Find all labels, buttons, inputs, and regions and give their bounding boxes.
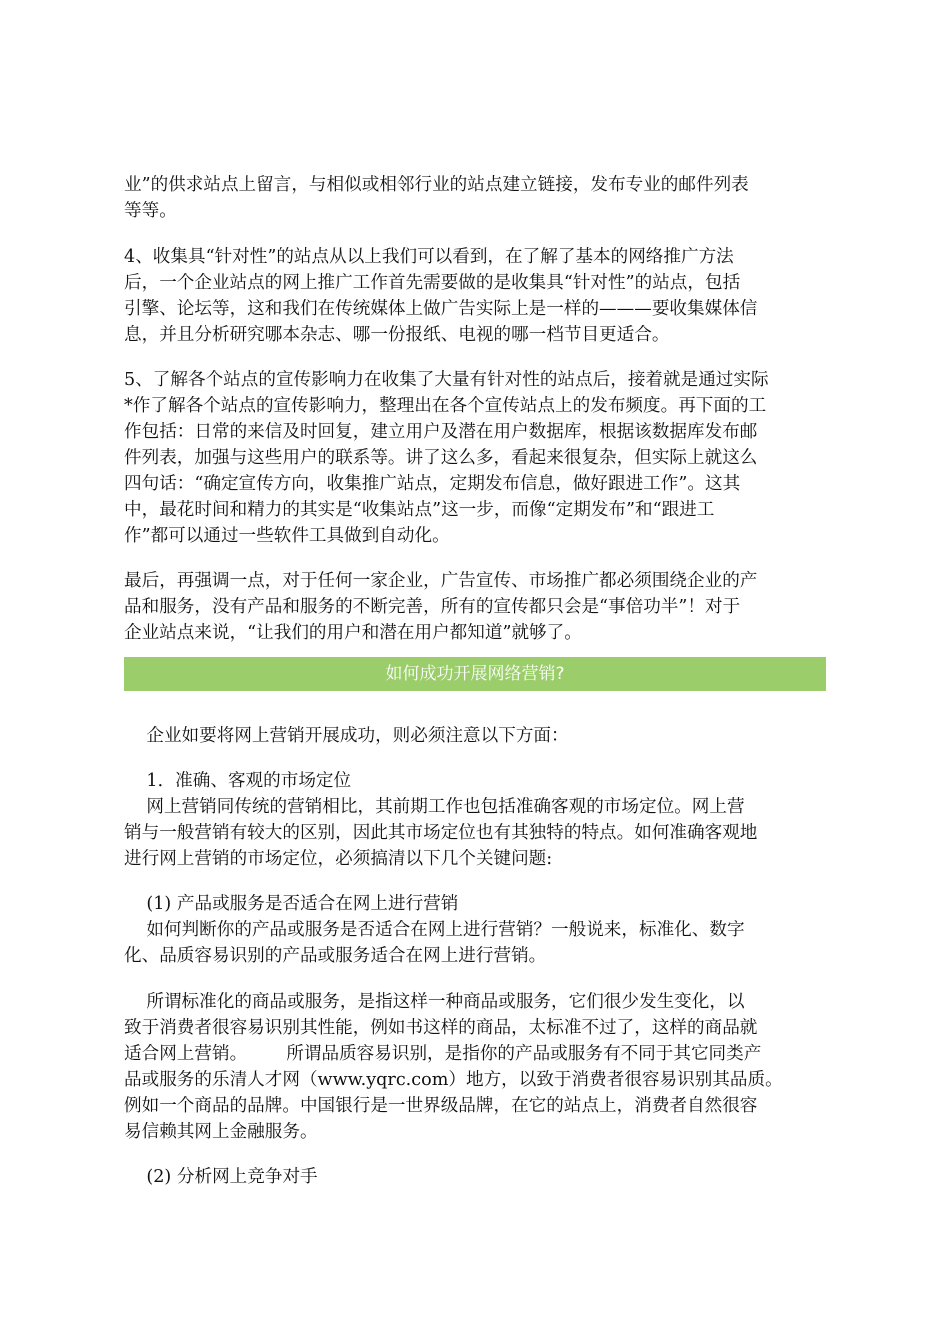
section-intro: 企业如要将网上营销开展成功，则必须注意以下方面： bbox=[124, 726, 569, 746]
paragraph-line: 品和服务，没有产品和服务的不断完善，所有的宣传都只会是“事倍功半”！对于 bbox=[124, 597, 741, 617]
paragraph-line: 所谓标准化的商品或服务，是指这样一种商品或服务，它们很少发生变化，以 bbox=[124, 992, 745, 1012]
section-title-bar: 如何成功开展网络营销? bbox=[124, 657, 826, 691]
paragraph-line: 业”的供求站点上留言，与相似或相邻行业的站点建立链接，发布专业的邮件列表 bbox=[124, 175, 749, 195]
paragraph-line: 作”都可以通过一些软件工具做到自动化。 bbox=[124, 526, 450, 546]
paragraph-line: 易信赖其网上金融服务。 bbox=[124, 1122, 318, 1142]
paragraph-line: 最后，再强调一点，对于任何一家企业，广告宣传、市场推广都必须围绕企业的产 bbox=[124, 571, 758, 591]
paragraph-line: 引擎、论坛等，这和我们在传统媒体上做广告实际上是一样的———要收集媒体信 bbox=[124, 299, 758, 319]
paragraph-line: 5、了解各个站点的宣传影响力在收集了大量有针对性的站点后，接着就是通过实际 bbox=[124, 370, 769, 390]
paragraph-line: 4、收集具“针对性”的站点从以上我们可以看到，在了解了基本的网络推广方法 bbox=[124, 247, 734, 267]
paragraph-line: 例如一个商品的品牌。中国银行是一世界级品牌，在它的站点上，消费者自然很容 bbox=[124, 1096, 758, 1116]
paragraph-line: 致于消费者很容易识别其性能，例如书这样的商品，太标准不过了，这样的商品就 bbox=[124, 1018, 758, 1038]
paragraph-line: 如何判断你的产品或服务是否适合在网上进行营销？一般说来，标准化、数字 bbox=[124, 920, 745, 940]
paragraph-line: 企业站点来说，“让我们的用户和潜在用户都知道”就够了。 bbox=[124, 623, 582, 643]
paragraph-line: 后，一个企业站点的网上推广工作首先需要做的是收集具“针对性”的站点，包括 bbox=[124, 273, 741, 293]
subheading-product-suitability: (1) 产品或服务是否适合在网上进行营销 bbox=[124, 894, 459, 914]
paragraph-line: 四句话：“确定宣传方向，收集推广站点，定期发布信息，做好跟进工作”。这其 bbox=[124, 474, 741, 494]
paragraph-line: 等等。 bbox=[124, 201, 177, 221]
paragraph-line: *作了解各个站点的宣传影响力，整理出在各个宣传站点上的发布频度。再下面的工 bbox=[124, 396, 767, 416]
paragraph-line: 网上营销同传统的营销相比，其前期工作也包括准确客观的市场定位。网上营 bbox=[124, 797, 745, 817]
subheading-market-positioning: 1．准确、客观的市场定位 bbox=[124, 771, 352, 791]
paragraph-line: 中，最花时间和精力的其实是“收集站点”这一步，而像“定期发布”和“跟进工 bbox=[124, 500, 715, 520]
paragraph-line: 息，并且分析研究哪本杂志、哪一份报纸、电视的哪一档节目更适合。 bbox=[124, 325, 670, 345]
paragraph-line: 化、品质容易识别的产品或服务适合在网上进行营销。 bbox=[124, 946, 547, 966]
paragraph-line: 件列表，加强与这些用户的联系等。讲了这么多，看起来很复杂，但实际上就这么 bbox=[124, 448, 758, 468]
paragraph-line: 进行网上营销的市场定位，必须搞清以下几个关键问题: bbox=[124, 849, 553, 869]
paragraph-line: 适合网上营销。 所谓品质容易识别，是指你的产品或服务有不同于其它同类产 bbox=[124, 1044, 762, 1064]
subheading-competitor-analysis: (2) 分析网上竞争对手 bbox=[124, 1167, 318, 1187]
paragraph-line: 销与一般营销有较大的区别，因此其市场定位也有其独特的特点。如何准确客观地 bbox=[124, 823, 758, 843]
paragraph-line: 品或服务的乐清人才网（www.yqrc.com）地方，以致于消费者很容易识别其品质。 bbox=[124, 1070, 783, 1090]
paragraph-line: 作包括：日常的来信及时回复，建立用户及潜在用户数据库，根据该数据库发布邮 bbox=[124, 422, 758, 442]
